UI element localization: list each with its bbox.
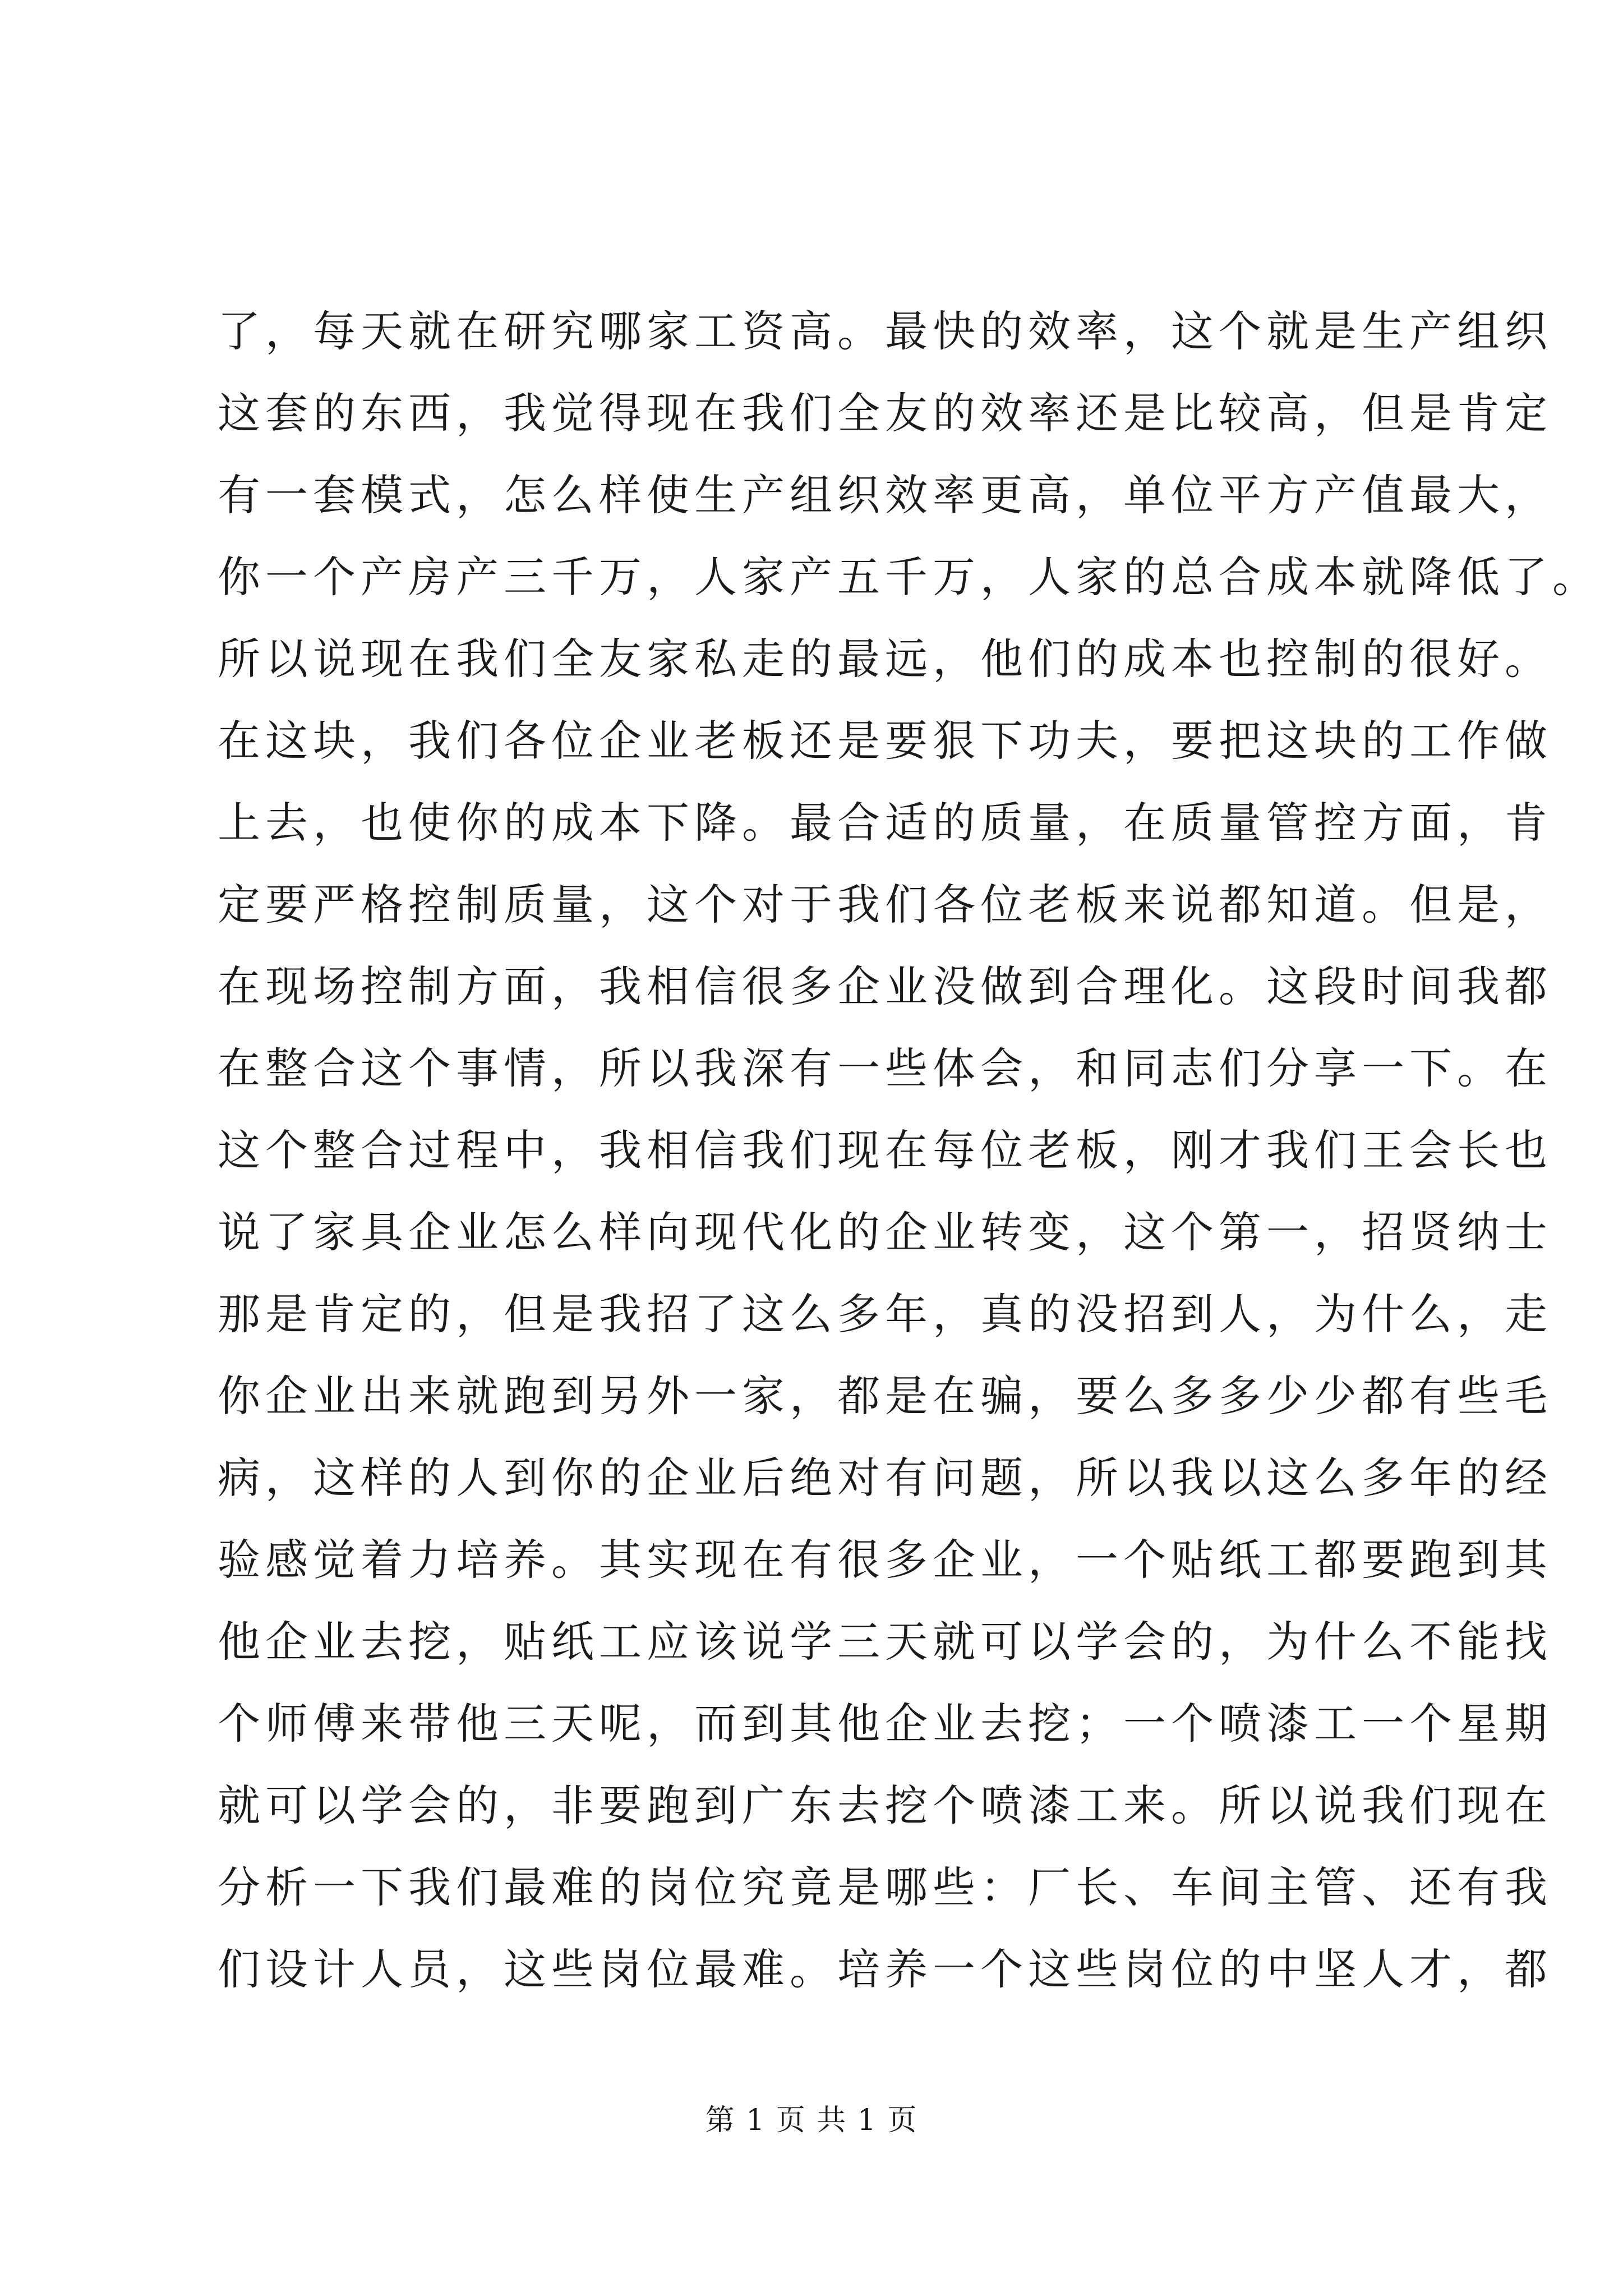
- text-line: 个师傅来带他三天呢，而到其他企业去挖；一个喷漆工一个星期: [218, 1699, 1552, 1749]
- text-line: 有一套模式，怎么样使生产组织效率更高，单位平方产值最大，: [218, 470, 1552, 520]
- text-line: 了，每天就在研究哪家工资高。最快的效率，这个就是生产组织: [218, 306, 1552, 356]
- text-line: 病，这样的人到你的企业后绝对有问题，所以我以这么多年的经: [218, 1453, 1552, 1503]
- text-line: 在现场控制方面，我相信很多企业没做到合理化。这段时间我都: [218, 961, 1552, 1011]
- text-line: 定要严格控制质量，这个对于我们各位老板来说都知道。但是，: [218, 880, 1552, 930]
- text-line: 们设计人员，这些岗位最难。培养一个这些岗位的中坚人才，都: [218, 1944, 1552, 1994]
- text-line: 在整合这个事情，所以我深有一些体会，和同志们分享一下。在: [218, 1043, 1552, 1093]
- text-line: 这套的东西，我觉得现在我们全友的效率还是比较高，但是肯定: [218, 388, 1552, 438]
- text-line: 验感觉着力培养。其实现在有很多企业，一个贴纸工都要跑到其: [218, 1535, 1552, 1585]
- page-footer: [0, 2101, 1623, 2140]
- text-line: 上去，也使你的成本下降。最合适的质量，在质量管控方面，肯: [218, 798, 1552, 848]
- text-line: 所以说现在我们全友家私走的最远，他们的成本也控制的很好。: [218, 634, 1552, 684]
- text-line: 这个整合过程中，我相信我们现在每位老板，刚才我们王会长也: [218, 1125, 1552, 1175]
- body-text: [218, 291, 1600, 2010]
- text-line: 就可以学会的，非要跑到广东去挖个喷漆工来。所以说我们现在: [218, 1780, 1552, 1830]
- text-line: 你企业出来就跑到另外一家，都是在骗，要么多多少少都有些毛: [218, 1371, 1552, 1421]
- text-line: 那是肯定的，但是我招了这么多年，真的没招到人，为什么，走: [218, 1289, 1552, 1339]
- text-line: 你一个产房产三千万，人家产五千万，人家的总合成本就降低了。: [218, 552, 1600, 602]
- text-line: 说了家具企业怎么样向现代化的企业转变，这个第一，招贤纳士: [218, 1207, 1552, 1257]
- page-number-label: 第 1 页 共 1 页: [705, 2104, 918, 2137]
- text-line: 他企业去挖，贴纸工应该说学三天就可以学会的，为什么不能找: [218, 1617, 1552, 1667]
- text-line: 在这块，我们各位企业老板还是要狠下功夫，要把这块的工作做: [218, 716, 1552, 766]
- text-line: 分析一下我们最难的岗位究竟是哪些：厂长、车间主管、还有我: [218, 1862, 1552, 1912]
